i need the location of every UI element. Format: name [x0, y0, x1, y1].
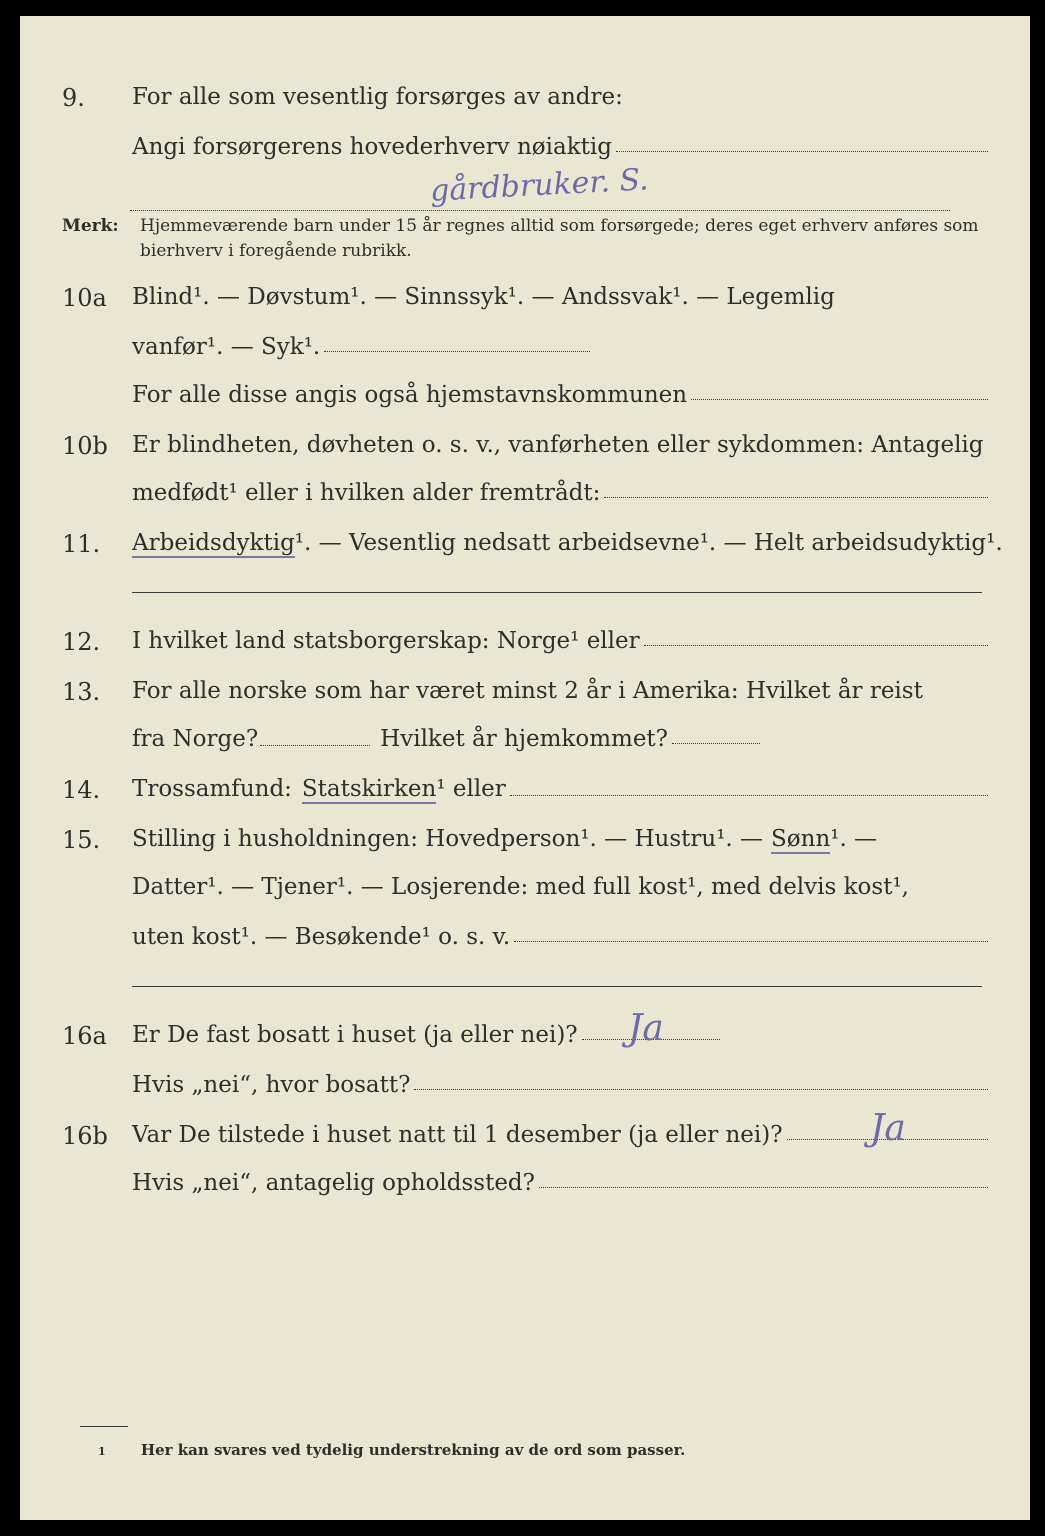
- question-15-line1-row: [132, 826, 988, 854]
- answer-dotted-line[interactable]: [324, 351, 590, 352]
- question-12-line1-row: [132, 628, 988, 654]
- question-11-text: ¹. — Vesentlig nedsatt arbeidsevne¹. — Helt arbeidsudyktig¹.: [294, 530, 1003, 556]
- question-16b-line2-text: Hvis „nei“, antagelig opholdssted?: [132, 1170, 535, 1196]
- question-15-line3-text: uten kost¹. — Besøkende¹ o. s. v.: [132, 924, 511, 950]
- question-13-line2b: Hvilket år hjemkommet?: [380, 726, 669, 752]
- question-number: 10a: [62, 284, 107, 312]
- answer-dotted-line[interactable]: [644, 645, 988, 646]
- question-14-line1-row: [132, 776, 988, 804]
- underlined-answer: Statskirken: [301, 776, 437, 802]
- answer-dotted-line[interactable]: [514, 941, 988, 942]
- question-16b-line1-row: [132, 1122, 988, 1148]
- question-10b-line1: Er blindheten, døvheten o. s. v., vanførheten eller sykdommen: Antagelig: [132, 432, 984, 458]
- question-13-line2-row: [132, 726, 760, 752]
- question-9-line2-row: [132, 134, 988, 160]
- question-number: 9.: [62, 84, 85, 112]
- question-15-line2-row: [132, 874, 988, 900]
- answer-dotted-line[interactable]: [604, 497, 988, 498]
- footnote-text: Her kan svares ved tydelig understrekning av de ord som passer.: [140, 1441, 686, 1459]
- census-form-page: [20, 16, 1030, 1520]
- question-15-line1b: ¹. —: [830, 826, 878, 852]
- footnote-rule: [80, 1426, 128, 1427]
- question-10b-line2-text: medfødt¹ eller i hvilken alder fremtrådt:: [132, 480, 601, 506]
- question-14-rest: ¹ eller: [436, 776, 506, 802]
- note-label: Merk:: [62, 216, 119, 236]
- handwritten-answer: Ja: [870, 1108, 906, 1149]
- question-text: [132, 84, 988, 110]
- answer-dotted-line[interactable]: [616, 151, 988, 152]
- question-16b-line2: [20, 1164, 1030, 1208]
- question-15-line3: [20, 918, 1030, 962]
- question-15-line2-text: Datter¹. — Tjener¹. — Losjerende: med full kost¹, med delvis kost¹,: [132, 874, 909, 900]
- question-10a-line2: [20, 328, 1030, 372]
- question-13-line1: For alle norske som har været minst 2 år i Amerika: Hvilket år reist: [132, 678, 923, 704]
- question-number: 16a: [62, 1022, 107, 1050]
- answer-dotted-line[interactable]: [539, 1187, 988, 1188]
- question-10b-line2: [20, 474, 1030, 518]
- question-13-line1-row: [132, 678, 988, 704]
- question-10a-line3: [20, 376, 1030, 420]
- question-10a-line2-text: vanfør¹. — Syk¹.: [132, 334, 321, 360]
- question-9-line2: [20, 128, 1030, 172]
- handwritten-answer: gårdbruker. S.: [429, 162, 650, 209]
- underlined-answer: Sønn: [771, 826, 831, 852]
- question-16a: [20, 1016, 1030, 1060]
- question-16a-line1: Er De fast bosatt i huset (ja eller nei)?: [132, 1022, 578, 1048]
- question-13: [20, 672, 1030, 716]
- question-10a-line3-row: [132, 382, 988, 408]
- question-number: 11.: [62, 530, 101, 558]
- question-14-label: Trossamfund:: [132, 776, 292, 802]
- question-14: [20, 770, 1030, 814]
- question-number: 14.: [62, 776, 101, 804]
- question-10a-line1: Blind¹. — Døvstum¹. — Sinnssyk¹. — Andssvak¹. — Legemlig: [132, 284, 835, 310]
- question-10b-line1-row: [132, 432, 988, 458]
- question-16b-line1: Var De tilstede i huset natt til 1 desember (ja eller nei)?: [132, 1122, 783, 1148]
- question-13-line2: [20, 720, 1030, 764]
- question-12-text: I hvilket land statsborgerskap: Norge¹ eller: [132, 628, 640, 654]
- question-16a-line2: [20, 1066, 1030, 1110]
- question-11: [20, 524, 1030, 568]
- footnote: [98, 1441, 685, 1459]
- question-16a-line2-row: [132, 1072, 988, 1098]
- note-text: Hjemmeværende barn under 15 år regnes alltid som forsørgede; deres eget erhverv anføres som bierhverv i foregående rubrikk.: [140, 216, 979, 261]
- question-15-line3-row: [132, 924, 988, 950]
- question-15-line1a: Stilling i husholdningen: Hovedperson¹. — Hustru¹. —: [132, 826, 764, 852]
- answer-dotted-line[interactable]: [691, 399, 988, 400]
- question-10a-line1-row: [132, 284, 988, 310]
- question-13-line2a: fra Norge?: [132, 726, 259, 752]
- answer-dotted-line[interactable]: [672, 743, 760, 744]
- handwritten-answer: Ja: [628, 1008, 664, 1049]
- answer-dotted-line[interactable]: [414, 1089, 988, 1090]
- question-10b: [20, 426, 1030, 470]
- answer-line[interactable]: [132, 592, 982, 593]
- question-11-line1-row: [132, 530, 1003, 558]
- question-16a-line2-text: Hvis „nei“, hvor bosatt?: [132, 1072, 411, 1098]
- footnote-mark: 1: [98, 1445, 106, 1458]
- question-10a: [20, 278, 1030, 322]
- question-15: [20, 820, 1030, 864]
- question-10b-line2-row: [132, 480, 988, 506]
- question-number: 12.: [62, 628, 101, 656]
- answer-line[interactable]: [130, 210, 950, 211]
- question-number: 15.: [62, 826, 101, 854]
- question-15-line2: [20, 868, 1030, 912]
- answer-line[interactable]: [132, 986, 982, 987]
- answer-dotted-line[interactable]: [260, 745, 370, 746]
- question-9-line2-text: Angi forsørgerens hovederhverv nøiaktig: [132, 134, 612, 160]
- underlined-answer: Arbeidsdyktig: [132, 530, 295, 556]
- question-10a-line2-row: [132, 334, 590, 360]
- question-9-line1: For alle som vesentlig forsørges av andre:: [132, 84, 623, 110]
- question-number: 16b: [62, 1122, 108, 1150]
- question-16b-line2-row: [132, 1170, 988, 1196]
- question-9: [20, 78, 1030, 122]
- question-number: 10b: [62, 432, 108, 460]
- question-number: 13.: [62, 678, 101, 706]
- answer-dotted-line[interactable]: [510, 795, 988, 796]
- question-12: [20, 622, 1030, 666]
- question-10a-line3-text: For alle disse angis også hjemstavnskommunen: [132, 382, 688, 408]
